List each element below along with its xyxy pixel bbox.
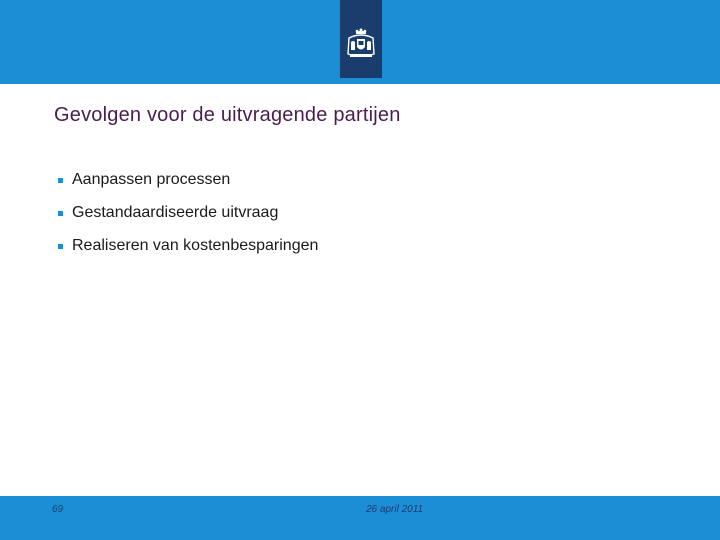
bullet-list — [56, 170, 318, 269]
bullet-text: Aanpassen processen — [72, 171, 231, 188]
bullet-text: Gestandaardiseerde uitvraag — [72, 204, 279, 221]
bullet-item — [56, 236, 318, 256]
footer-date: 26 april 2011 — [366, 504, 424, 515]
bullet-text: Realiseren van kostenbesparingen — [72, 237, 319, 254]
bullet-item — [56, 170, 318, 190]
bullet-square-icon — [58, 178, 63, 183]
slide-title: Gevolgen voor de uitvragende partijen — [54, 104, 401, 126]
bullet-square-icon — [58, 244, 63, 249]
header-bar — [0, 0, 720, 84]
page-number: 69 — [52, 504, 64, 515]
logo — [340, 0, 382, 78]
footer-bar — [0, 496, 720, 540]
bullet-square-icon — [58, 211, 63, 216]
royal-coat-of-arms-icon — [343, 28, 379, 64]
bullet-item — [56, 203, 318, 223]
